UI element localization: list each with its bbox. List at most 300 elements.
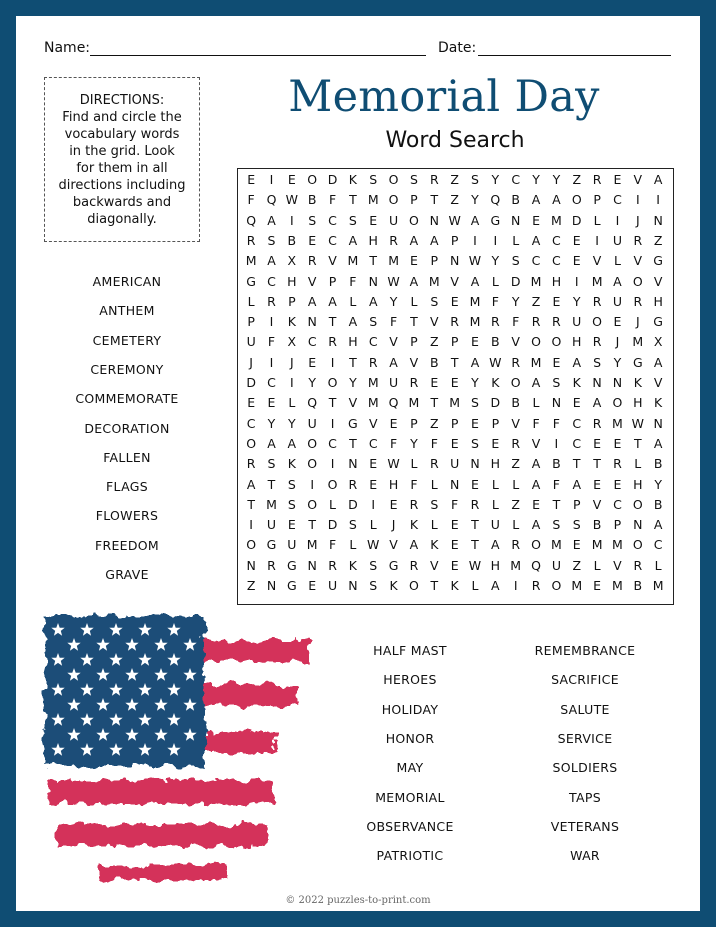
name-field[interactable]: [90, 55, 426, 56]
grid-letter[interactable]: A: [531, 456, 541, 472]
grid-letter[interactable]: A: [552, 192, 561, 208]
grid-letter[interactable]: L: [369, 517, 377, 533]
grid-letter[interactable]: I: [595, 232, 599, 248]
grid-letter[interactable]: T: [267, 476, 276, 492]
grid-letter[interactable]: R: [429, 456, 439, 472]
grid-letter[interactable]: M: [510, 557, 522, 573]
grid-letter[interactable]: K: [348, 172, 357, 187]
grid-letter[interactable]: V: [613, 557, 622, 573]
grid-letter[interactable]: M: [266, 496, 277, 512]
grid-letter[interactable]: E: [593, 435, 602, 451]
grid-letter[interactable]: E: [491, 435, 500, 451]
grid-letter[interactable]: G: [388, 557, 399, 573]
grid-letter[interactable]: M: [449, 395, 461, 411]
grid-letter[interactable]: A: [307, 293, 317, 309]
grid-letter[interactable]: A: [267, 435, 276, 451]
grid-letter[interactable]: C: [307, 334, 317, 350]
grid-letter[interactable]: R: [490, 314, 500, 330]
grid-letter[interactable]: C: [328, 232, 337, 248]
grid-letter[interactable]: H: [348, 334, 358, 350]
grid-letter[interactable]: T: [308, 517, 317, 533]
grid-letter[interactable]: G: [266, 537, 277, 553]
grid-letter[interactable]: R: [328, 334, 337, 350]
grid-letter[interactable]: Z: [511, 496, 520, 512]
grid-letter[interactable]: E: [247, 172, 256, 187]
grid-letter[interactable]: T: [430, 395, 439, 411]
grid-letter[interactable]: K: [409, 517, 419, 533]
grid-letter[interactable]: A: [531, 476, 541, 492]
grid-letter[interactable]: J: [615, 334, 620, 350]
grid-letter[interactable]: O: [571, 192, 582, 208]
grid-letter[interactable]: C: [613, 192, 622, 208]
grid-letter[interactable]: N: [653, 212, 663, 228]
grid-letter[interactable]: F: [267, 334, 276, 350]
grid-letter[interactable]: T: [471, 517, 479, 533]
grid-letter[interactable]: B: [491, 334, 500, 350]
grid-letter[interactable]: S: [471, 435, 479, 451]
grid-letter[interactable]: L: [613, 253, 621, 269]
grid-letter[interactable]: F: [389, 314, 398, 330]
grid-letter[interactable]: U: [266, 517, 277, 533]
grid-letter[interactable]: M: [652, 578, 664, 593]
grid-letter[interactable]: G: [632, 354, 643, 370]
grid-letter[interactable]: E: [369, 476, 378, 492]
grid-letter[interactable]: K: [633, 375, 642, 390]
grid-letter[interactable]: Y: [552, 172, 561, 187]
grid-letter[interactable]: E: [572, 537, 581, 553]
grid-letter[interactable]: W: [489, 354, 502, 370]
grid-letter[interactable]: O: [632, 496, 643, 512]
grid-letter[interactable]: O: [551, 578, 562, 593]
grid-letter[interactable]: K: [491, 375, 500, 390]
grid-letter[interactable]: H: [287, 273, 297, 289]
grid-letter[interactable]: I: [473, 232, 477, 248]
grid-letter[interactable]: R: [613, 456, 622, 472]
grid-letter[interactable]: P: [450, 334, 459, 350]
grid-letter[interactable]: P: [430, 253, 439, 269]
grid-letter[interactable]: X: [653, 334, 663, 350]
grid-letter[interactable]: E: [369, 212, 378, 228]
grid-letter[interactable]: V: [409, 354, 419, 370]
grid-letter[interactable]: W: [285, 192, 299, 208]
grid-letter[interactable]: R: [633, 293, 643, 309]
grid-letter[interactable]: E: [471, 476, 479, 492]
grid-letter[interactable]: I: [310, 476, 315, 492]
grid-letter[interactable]: L: [430, 517, 438, 533]
grid-letter[interactable]: L: [247, 293, 255, 309]
grid-letter[interactable]: M: [388, 253, 399, 269]
grid-letter[interactable]: R: [307, 253, 317, 269]
grid-letter[interactable]: E: [450, 375, 459, 390]
grid-letter[interactable]: Z: [511, 456, 520, 472]
grid-letter[interactable]: P: [410, 334, 418, 350]
grid-letter[interactable]: K: [287, 456, 296, 472]
grid-letter[interactable]: D: [327, 517, 338, 533]
grid-letter[interactable]: K: [389, 578, 398, 593]
grid-letter[interactable]: G: [286, 557, 297, 573]
grid-letter[interactable]: S: [348, 517, 357, 533]
grid-letter[interactable]: B: [653, 496, 663, 512]
grid-letter[interactable]: I: [635, 192, 640, 208]
grid-letter[interactable]: Q: [531, 557, 541, 573]
grid-letter[interactable]: F: [328, 537, 337, 553]
grid-letter[interactable]: V: [511, 334, 520, 350]
grid-letter[interactable]: A: [491, 578, 500, 593]
grid-letter[interactable]: A: [430, 232, 439, 248]
grid-letter[interactable]: O: [307, 435, 318, 451]
grid-letter[interactable]: A: [531, 232, 541, 248]
grid-letter[interactable]: P: [491, 415, 500, 431]
grid-letter[interactable]: E: [552, 293, 561, 309]
grid-letter[interactable]: J: [391, 517, 396, 533]
grid-letter[interactable]: J: [289, 354, 294, 370]
grid-letter[interactable]: W: [367, 537, 380, 553]
grid-letter[interactable]: R: [267, 557, 276, 573]
grid-letter[interactable]: H: [490, 456, 501, 472]
grid-letter[interactable]: G: [286, 578, 297, 593]
grid-letter[interactable]: S: [369, 578, 378, 593]
grid-letter[interactable]: V: [368, 415, 378, 431]
grid-letter[interactable]: G: [490, 212, 501, 228]
grid-letter[interactable]: A: [653, 354, 663, 370]
grid-letter[interactable]: S: [511, 253, 520, 269]
grid-letter[interactable]: N: [307, 557, 317, 573]
grid-letter[interactable]: L: [471, 578, 479, 593]
grid-letter[interactable]: E: [572, 395, 581, 411]
grid-letter[interactable]: A: [613, 273, 622, 289]
grid-letter[interactable]: R: [450, 314, 459, 330]
grid-letter[interactable]: C: [267, 375, 276, 390]
grid-letter[interactable]: F: [552, 415, 560, 431]
grid-letter[interactable]: P: [450, 232, 459, 248]
grid-letter[interactable]: V: [430, 557, 439, 573]
grid-letter[interactable]: N: [307, 314, 317, 330]
grid-letter[interactable]: U: [307, 415, 317, 431]
grid-letter[interactable]: B: [287, 232, 297, 248]
grid-letter[interactable]: E: [532, 496, 540, 512]
grid-letter[interactable]: L: [329, 496, 337, 512]
grid-letter[interactable]: M: [306, 537, 318, 553]
grid-letter[interactable]: L: [593, 212, 601, 228]
grid-letter[interactable]: B: [552, 456, 561, 472]
grid-letter[interactable]: V: [328, 253, 337, 269]
grid-letter[interactable]: U: [490, 517, 500, 533]
grid-letter[interactable]: M: [551, 537, 562, 553]
grid-letter[interactable]: Q: [246, 212, 257, 228]
grid-letter[interactable]: N: [449, 476, 460, 492]
grid-letter[interactable]: O: [388, 192, 399, 208]
grid-letter[interactable]: M: [469, 314, 481, 330]
grid-letter[interactable]: M: [367, 395, 379, 411]
grid-letter[interactable]: B: [653, 456, 663, 472]
grid-letter[interactable]: Y: [267, 415, 276, 431]
grid-letter[interactable]: R: [409, 496, 419, 512]
grid-letter[interactable]: L: [634, 456, 642, 472]
grid-letter[interactable]: W: [448, 212, 461, 228]
grid-letter[interactable]: A: [287, 435, 297, 451]
grid-letter[interactable]: V: [450, 273, 459, 289]
grid-letter[interactable]: V: [653, 375, 663, 390]
grid-letter[interactable]: E: [532, 212, 540, 228]
grid-letter[interactable]: S: [471, 172, 479, 187]
grid-letter[interactable]: E: [613, 435, 622, 451]
grid-letter[interactable]: X: [287, 253, 297, 269]
grid-letter[interactable]: C: [267, 273, 276, 289]
grid-letter[interactable]: V: [592, 253, 602, 269]
grid-letter[interactable]: N: [368, 273, 378, 289]
grid-letter[interactable]: K: [287, 314, 296, 330]
grid-letter[interactable]: E: [471, 415, 479, 431]
grid-letter[interactable]: O: [246, 537, 257, 553]
grid-letter[interactable]: A: [531, 375, 541, 390]
grid-letter[interactable]: H: [653, 293, 663, 309]
grid-letter[interactable]: L: [512, 232, 520, 248]
grid-letter[interactable]: L: [410, 456, 418, 472]
grid-letter[interactable]: R: [592, 293, 602, 309]
grid-letter[interactable]: B: [430, 354, 439, 370]
grid-letter[interactable]: S: [348, 212, 357, 228]
grid-letter[interactable]: I: [554, 435, 559, 451]
grid-letter[interactable]: S: [572, 517, 581, 533]
grid-letter[interactable]: V: [511, 415, 520, 431]
grid-letter[interactable]: S: [369, 314, 378, 330]
grid-letter[interactable]: G: [653, 314, 663, 330]
grid-letter[interactable]: A: [348, 314, 358, 330]
grid-letter[interactable]: I: [269, 314, 274, 330]
grid-letter[interactable]: Q: [490, 192, 501, 208]
grid-letter[interactable]: O: [307, 456, 318, 472]
grid-letter[interactable]: Y: [491, 253, 500, 269]
grid-letter[interactable]: Z: [246, 578, 256, 593]
grid-letter[interactable]: Y: [654, 476, 662, 492]
grid-letter[interactable]: U: [450, 456, 460, 472]
grid-letter[interactable]: Z: [450, 172, 459, 187]
grid-letter[interactable]: N: [266, 578, 277, 593]
grid-letter[interactable]: A: [267, 212, 276, 228]
grid-letter[interactable]: T: [552, 496, 561, 512]
grid-letter[interactable]: A: [348, 232, 358, 248]
grid-letter[interactable]: C: [246, 415, 256, 431]
grid-letter[interactable]: A: [328, 293, 337, 309]
grid-letter[interactable]: H: [633, 476, 643, 492]
grid-letter[interactable]: E: [389, 496, 398, 512]
grid-letter[interactable]: C: [552, 232, 561, 248]
grid-letter[interactable]: M: [632, 334, 644, 350]
grid-letter[interactable]: T: [328, 314, 337, 330]
grid-letter[interactable]: I: [615, 212, 620, 228]
grid-letter[interactable]: E: [552, 354, 561, 370]
grid-letter[interactable]: T: [247, 496, 255, 512]
grid-letter[interactable]: A: [592, 395, 602, 411]
grid-letter[interactable]: E: [572, 253, 581, 269]
grid-letter[interactable]: K: [654, 395, 663, 411]
grid-letter[interactable]: R: [511, 354, 521, 370]
grid-letter[interactable]: G: [246, 273, 256, 289]
grid-letter[interactable]: R: [511, 537, 521, 553]
grid-letter[interactable]: Y: [389, 293, 398, 309]
grid-letter[interactable]: I: [330, 415, 335, 431]
grid-letter[interactable]: L: [654, 557, 662, 573]
grid-letter[interactable]: R: [592, 334, 602, 350]
grid-letter[interactable]: N: [429, 212, 439, 228]
grid-letter[interactable]: P: [288, 293, 296, 309]
grid-letter[interactable]: C: [368, 334, 378, 350]
grid-letter[interactable]: I: [249, 517, 253, 533]
grid-letter[interactable]: U: [572, 314, 582, 330]
grid-letter[interactable]: Y: [288, 415, 296, 431]
grid-letter[interactable]: R: [348, 476, 358, 492]
grid-letter[interactable]: A: [491, 537, 500, 553]
grid-letter[interactable]: E: [572, 232, 581, 248]
grid-letter[interactable]: A: [572, 476, 582, 492]
grid-letter[interactable]: D: [571, 212, 582, 228]
grid-letter[interactable]: W: [468, 253, 482, 269]
grid-letter[interactable]: T: [349, 354, 357, 370]
grid-letter[interactable]: R: [511, 435, 521, 451]
grid-letter[interactable]: O: [592, 314, 602, 330]
grid-letter[interactable]: R: [531, 578, 541, 593]
grid-letter[interactable]: E: [471, 334, 479, 350]
grid-letter[interactable]: E: [613, 476, 622, 492]
grid-letter[interactable]: E: [247, 395, 256, 411]
grid-letter[interactable]: O: [307, 172, 318, 187]
grid-letter[interactable]: P: [410, 192, 418, 208]
grid-letter[interactable]: C: [368, 435, 378, 451]
grid-letter[interactable]: A: [653, 435, 663, 451]
grid-letter[interactable]: S: [287, 496, 296, 512]
grid-letter[interactable]: E: [613, 314, 622, 330]
grid-letter[interactable]: S: [267, 456, 276, 472]
grid-letter[interactable]: L: [491, 273, 499, 289]
grid-letter[interactable]: C: [653, 537, 663, 553]
grid-letter[interactable]: R: [328, 557, 337, 573]
grid-letter[interactable]: E: [450, 293, 459, 309]
grid-letter[interactable]: F: [328, 192, 337, 208]
grid-letter[interactable]: L: [349, 293, 357, 309]
grid-letter[interactable]: C: [552, 253, 561, 269]
grid-letter[interactable]: T: [430, 192, 439, 208]
grid-letter[interactable]: M: [551, 212, 562, 228]
grid-letter[interactable]: I: [269, 172, 274, 187]
grid-letter[interactable]: N: [348, 456, 358, 472]
grid-letter[interactable]: Z: [572, 172, 582, 187]
grid-letter[interactable]: M: [612, 578, 623, 593]
grid-letter[interactable]: G: [348, 415, 358, 431]
grid-letter[interactable]: Q: [266, 192, 277, 208]
grid-letter[interactable]: T: [471, 537, 479, 553]
grid-letter[interactable]: B: [307, 192, 317, 208]
grid-letter[interactable]: C: [613, 496, 622, 512]
grid-letter[interactable]: T: [593, 456, 601, 472]
grid-letter[interactable]: T: [410, 314, 418, 330]
grid-letter[interactable]: V: [389, 537, 398, 553]
grid-letter[interactable]: L: [430, 476, 438, 492]
grid-letter[interactable]: B: [511, 395, 520, 411]
grid-letter[interactable]: A: [409, 537, 419, 553]
grid-letter[interactable]: E: [308, 578, 317, 593]
grid-letter[interactable]: V: [653, 273, 663, 289]
grid-letter[interactable]: A: [409, 273, 419, 289]
grid-letter[interactable]: F: [349, 273, 357, 289]
grid-letter[interactable]: H: [633, 395, 643, 411]
grid-letter[interactable]: E: [450, 517, 459, 533]
grid-letter[interactable]: P: [450, 415, 459, 431]
grid-letter[interactable]: O: [612, 395, 623, 411]
grid-letter[interactable]: R: [368, 354, 378, 370]
grid-letter[interactable]: E: [389, 415, 398, 431]
grid-letter[interactable]: M: [530, 354, 542, 370]
grid-letter[interactable]: M: [245, 253, 257, 269]
grid-letter[interactable]: C: [572, 435, 582, 451]
grid-letter[interactable]: A: [470, 273, 480, 289]
grid-letter[interactable]: P: [328, 273, 337, 289]
grid-letter[interactable]: N: [348, 578, 358, 593]
grid-letter[interactable]: R: [592, 415, 602, 431]
grid-letter[interactable]: J: [635, 212, 640, 228]
grid-letter[interactable]: U: [287, 537, 297, 553]
grid-letter[interactable]: E: [450, 435, 459, 451]
grid-letter[interactable]: U: [246, 334, 256, 350]
grid-letter[interactable]: S: [369, 172, 378, 187]
grid-letter[interactable]: S: [430, 293, 439, 309]
grid-letter[interactable]: I: [371, 496, 376, 512]
grid-letter[interactable]: D: [348, 496, 358, 512]
grid-letter[interactable]: K: [348, 557, 357, 573]
grid-letter[interactable]: I: [574, 273, 579, 289]
grid-letter[interactable]: I: [656, 192, 660, 208]
grid-letter[interactable]: M: [347, 253, 359, 269]
grid-letter[interactable]: L: [512, 517, 520, 533]
grid-letter[interactable]: I: [289, 212, 294, 228]
grid-letter[interactable]: U: [612, 232, 623, 248]
grid-letter[interactable]: O: [409, 212, 419, 228]
grid-letter[interactable]: D: [327, 172, 338, 187]
grid-letter[interactable]: S: [308, 212, 317, 228]
grid-letter[interactable]: E: [267, 395, 276, 411]
grid-letter[interactable]: Q: [307, 395, 318, 411]
grid-letter[interactable]: R: [592, 172, 602, 187]
grid-letter[interactable]: O: [327, 375, 338, 390]
grid-letter[interactable]: T: [328, 395, 337, 411]
grid-letter[interactable]: I: [330, 456, 335, 472]
grid-letter[interactable]: M: [469, 293, 481, 309]
grid-letter[interactable]: H: [368, 232, 378, 248]
grid-letter[interactable]: N: [633, 517, 643, 533]
grid-letter[interactable]: Y: [511, 293, 520, 309]
grid-letter[interactable]: Q: [388, 395, 399, 411]
grid-letter[interactable]: R: [246, 232, 256, 248]
grid-letter[interactable]: R: [429, 172, 439, 187]
grid-letter[interactable]: L: [512, 476, 520, 492]
grid-letter[interactable]: L: [349, 537, 357, 553]
grid-letter[interactable]: A: [389, 354, 398, 370]
grid-letter[interactable]: R: [531, 314, 541, 330]
grid-letter[interactable]: E: [369, 456, 378, 472]
grid-letter[interactable]: H: [490, 557, 501, 573]
grid-letter[interactable]: Z: [430, 415, 439, 431]
grid-letter[interactable]: D: [246, 375, 256, 390]
grid-letter[interactable]: M: [591, 537, 603, 553]
grid-letter[interactable]: V: [430, 314, 439, 330]
grid-letter[interactable]: P: [613, 517, 622, 533]
grid-letter[interactable]: E: [430, 375, 439, 390]
grid-letter[interactable]: A: [409, 232, 419, 248]
grid-letter[interactable]: I: [493, 232, 498, 248]
grid-letter[interactable]: Y: [491, 172, 500, 187]
grid-letter[interactable]: O: [307, 496, 318, 512]
grid-letter[interactable]: V: [307, 273, 317, 289]
grid-letter[interactable]: W: [387, 456, 400, 472]
